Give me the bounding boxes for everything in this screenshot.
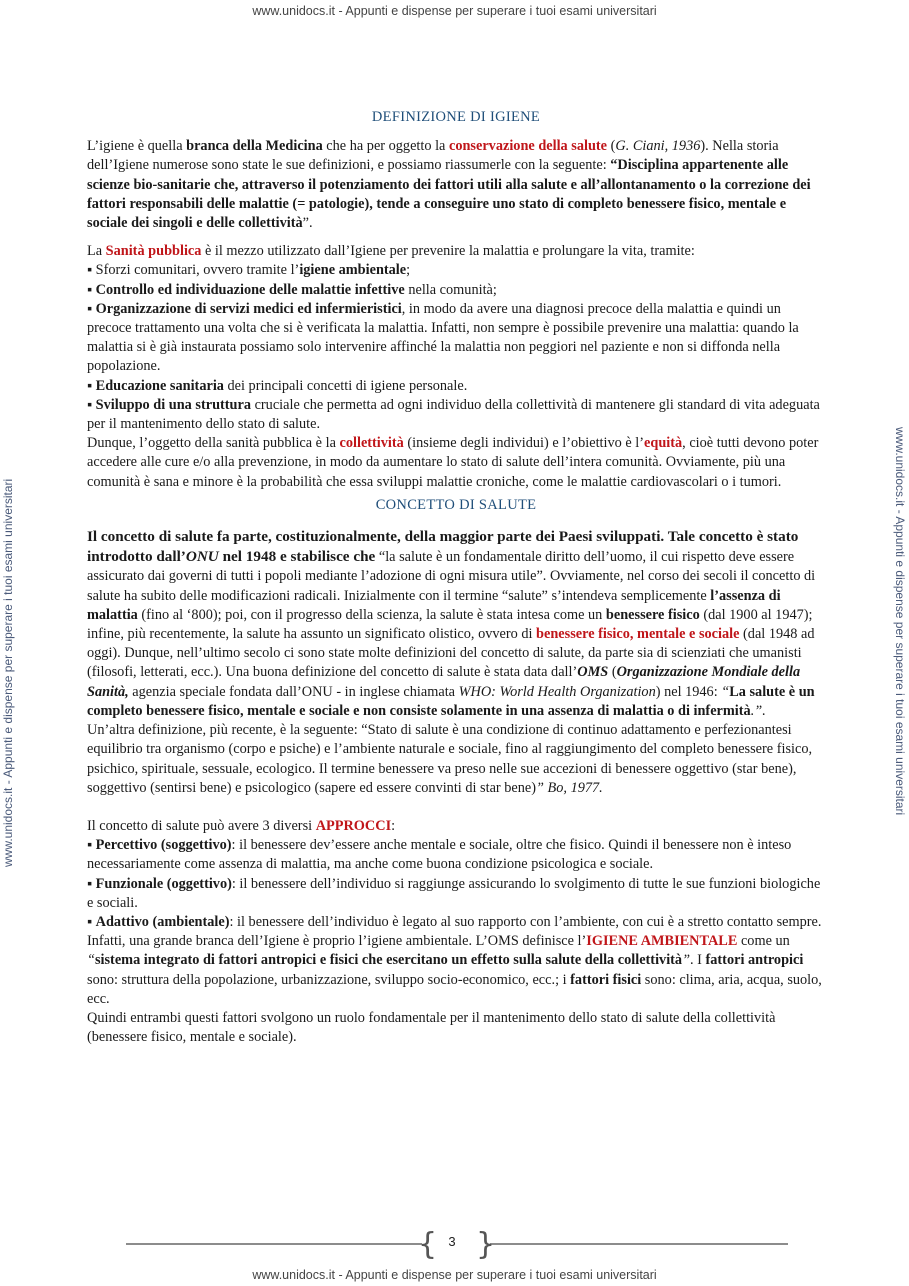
paragraph-altra-definizione: Un’altra definizione, più recente, è la seguente: “Stato di salute è una condizione di continuo adattamento e perfezionantesi equilibrio tra organismo (corpo e psiche) e l’ambiente naturale e sociale, fino al raggiungimento del completo benessere fisico, psichico, spirituale, sessuale, ecologico. Il termine benessere va preso nelle sue accezioni di benessere oggettivo (star bene), soggettivo (sentirsi bene) e psicologico (sapere ed essere convinti di star bene)” Bo, 1977. bbox=[87, 722, 813, 796]
list-item: ▪ Percettivo (soggettivo): il benessere dev’essere anche mentale e sociale, oltre che fisico. Quindi il benessere non è inteso necessariamente come assenza di malattia, ma anche come buona condizione psicologica e sociale. bbox=[87, 837, 792, 873]
paragraph-concetto-salute: Il concetto di salute fa parte, costituzionalmente, della maggior parte dei Paesi sviluppati. Tale concetto è stato introdotto dall’ONU nel 1948 e stabilisce che “la salute è un fondamentale diritto dell’uomo, il cui rispetto deve essere assicurato dai governi di tutti i popoli mediante l’adozione di ogni misura utile”. Ovviamente, nel corso dei secoli il concetto di salute ha subito delle modificazioni radicali. Inizialmente con il termine “salute” s’intendeva semplicemente l’assenza di malattia (fino al ‘800); poi, con il progresso della scienza, la salute è stata intesa come un benessere fisico (dal 1900 al 1947); infine, più recentemente, la salute ha assunto un significato olistico, ovvero di benessere fisico, mentale e sociale (dal 1948 ad oggi). Dunque, nell’ultimo secolo ci sono state molte definizioni del concetto di salute, da parte sia di scienziati che umanisti (filosofi, letterati, ecc.). Una buona definizione del concetto di salute è stata data dall’OMS (Organizzazione Mondiale della Sanità, agenzia speciale fondata dall’ONU - in inglese chiamata WHO: World Health Organization) nel 1946: “La salute è un completo benessere fisico, mentale e sociale e non consiste solamente in una assenza di malattia o di infermità.”. bbox=[87, 528, 816, 719]
header-watermark: www.unidocs.it - Appunti e dispense per superare i tuoi esami universitari bbox=[252, 4, 657, 18]
footer-watermark: www.unidocs.it - Appunti e dispense per superare i tuoi esami universitari bbox=[252, 1268, 657, 1282]
section-title-definizione: DEFINIZIONE DI IGIENE bbox=[371, 109, 541, 125]
definition-quote: “Disciplina appartenente alle scienze bio-sanitarie che, attraverso il potenziamento dei fattori utili alla salute e all’allontanamento o la correzione dei fattori responsabili delle malattie (= patologie), tende a conseguire uno stato di completo benessere fisico, mentale e sociale dei singoli e delle collettività bbox=[87, 157, 811, 232]
list-item: ▪ Funzionale (oggettivo): il benessere dell’individuo si raggiunge assicurando lo svolgimento di tutte le sue funzioni biologiche e sociali. bbox=[87, 875, 821, 911]
right-side-watermark: www.unidocs.it - Appunti e dispense per superare i tuoi esami universitari bbox=[893, 427, 907, 816]
paragraph-approcci: Il concetto di salute può avere 3 diversi APPROCCI: bbox=[87, 817, 396, 834]
page-number: 3 bbox=[448, 1234, 456, 1249]
list-item: ▪ Sviluppo di una struttura cruciale che permetta ad ogni individuo della collettività di mantenere gli standard di vita adeguata per il mantenimento dello stato di salute. bbox=[87, 396, 820, 433]
list-item: ▪ Educazione sanitaria dei principali concetti di igiene personale. bbox=[87, 377, 468, 394]
section-title-salute: CONCETTO DI SALUTE bbox=[375, 496, 537, 513]
footer-rule-left bbox=[126, 1243, 422, 1245]
list-item: ▪ Controllo ed individuazione delle malattie infettive nella comunità; bbox=[87, 281, 497, 298]
list-item: ▪ Sforzi comunitari, ovvero tramite l’igiene ambientale; bbox=[87, 262, 411, 279]
list-item: ▪ Organizzazione di servizi medici ed infermieristici, in modo da avere una diagnosi precoce della malattia e quindi un precoce trattamento una volta che si è verificata la malattia. Infatti, non sempre è possibile prevenire una malattia: quando la malattia si è già instaurata possiamo solo intervenire affinché la malattia non peggiori nel paziente e non si diffonda nella popolazione. bbox=[87, 300, 799, 375]
paragraph-sanita-pubblica: La Sanità pubblica è il mezzo utilizzato dall’Igiene per prevenire la malattia e prolungare la vita, tramite: bbox=[87, 243, 695, 260]
document-body bbox=[87, 108, 825, 1047]
paragraph-definizione: L’igiene è quella branca della Medicina che ha per oggetto la conservazione della salute (G. Ciani, 1936). Nella storia dell’Igiene numerose sono state le sue definizioni, e possiamo riassumerle con la seguente: “Disciplina appartenente alle scienze bio-sanitarie che, attraverso il potenziamento dei fattori utili alla salute e all’allontanamento o la correzione dei fattori responsabili delle malattie (= patologie), tende a conseguire uno stato di completo benessere fisico, mentale e sociale dei singoli e delle collettività”. bbox=[87, 138, 811, 232]
paragraph-collettivita: Dunque, l’oggetto della sanità pubblica è la collettività (insieme degli individui) e l’obiettivo è l’equità, cioè tutti devono poter accedere alle cure e/o alla prevenzione, in modo da aumentare lo stato di salute dell’intera comunità. Ovviamente, più una comunità è sana e minore è la probabilità che essa sviluppi malattie croniche, come le malattie cardiovascolari o i tumori. bbox=[87, 435, 819, 490]
paragraph-conclusione: Quindi entrambi questi fattori svolgono un ruolo fondamentale per il mantenimento dello stato di salute della collettività (benessere fisico, mentale e sociale). bbox=[87, 1009, 776, 1046]
right-brace-icon: } bbox=[476, 1227, 496, 1262]
list-item: ▪ Adattivo (ambientale): il benessere dell’individuo è legato al suo rapporto con l’ambiente, con cui è a stretto contatto sempre. Infatti, una grande branca dell’Igiene è proprio l’igiene ambientale. L’OMS definisce l’IGIENE AMBIENTALE come un “sistema integrato di fattori antropici e fisici che esercitano un effetto sulla salute della collettività”. I fattori antropici sono: struttura della popolazione, urbanizzazione, sviluppo socio-economico, ecc.; i fattori fisici sono: clima, aria, acqua, suolo, ecc. bbox=[87, 913, 822, 1007]
left-side-watermark: www.unidocs.it - Appunti e dispense per superare i tuoi esami universitari bbox=[1, 478, 15, 867]
left-brace-icon: { bbox=[418, 1227, 438, 1262]
footer-rule-right bbox=[490, 1243, 788, 1245]
